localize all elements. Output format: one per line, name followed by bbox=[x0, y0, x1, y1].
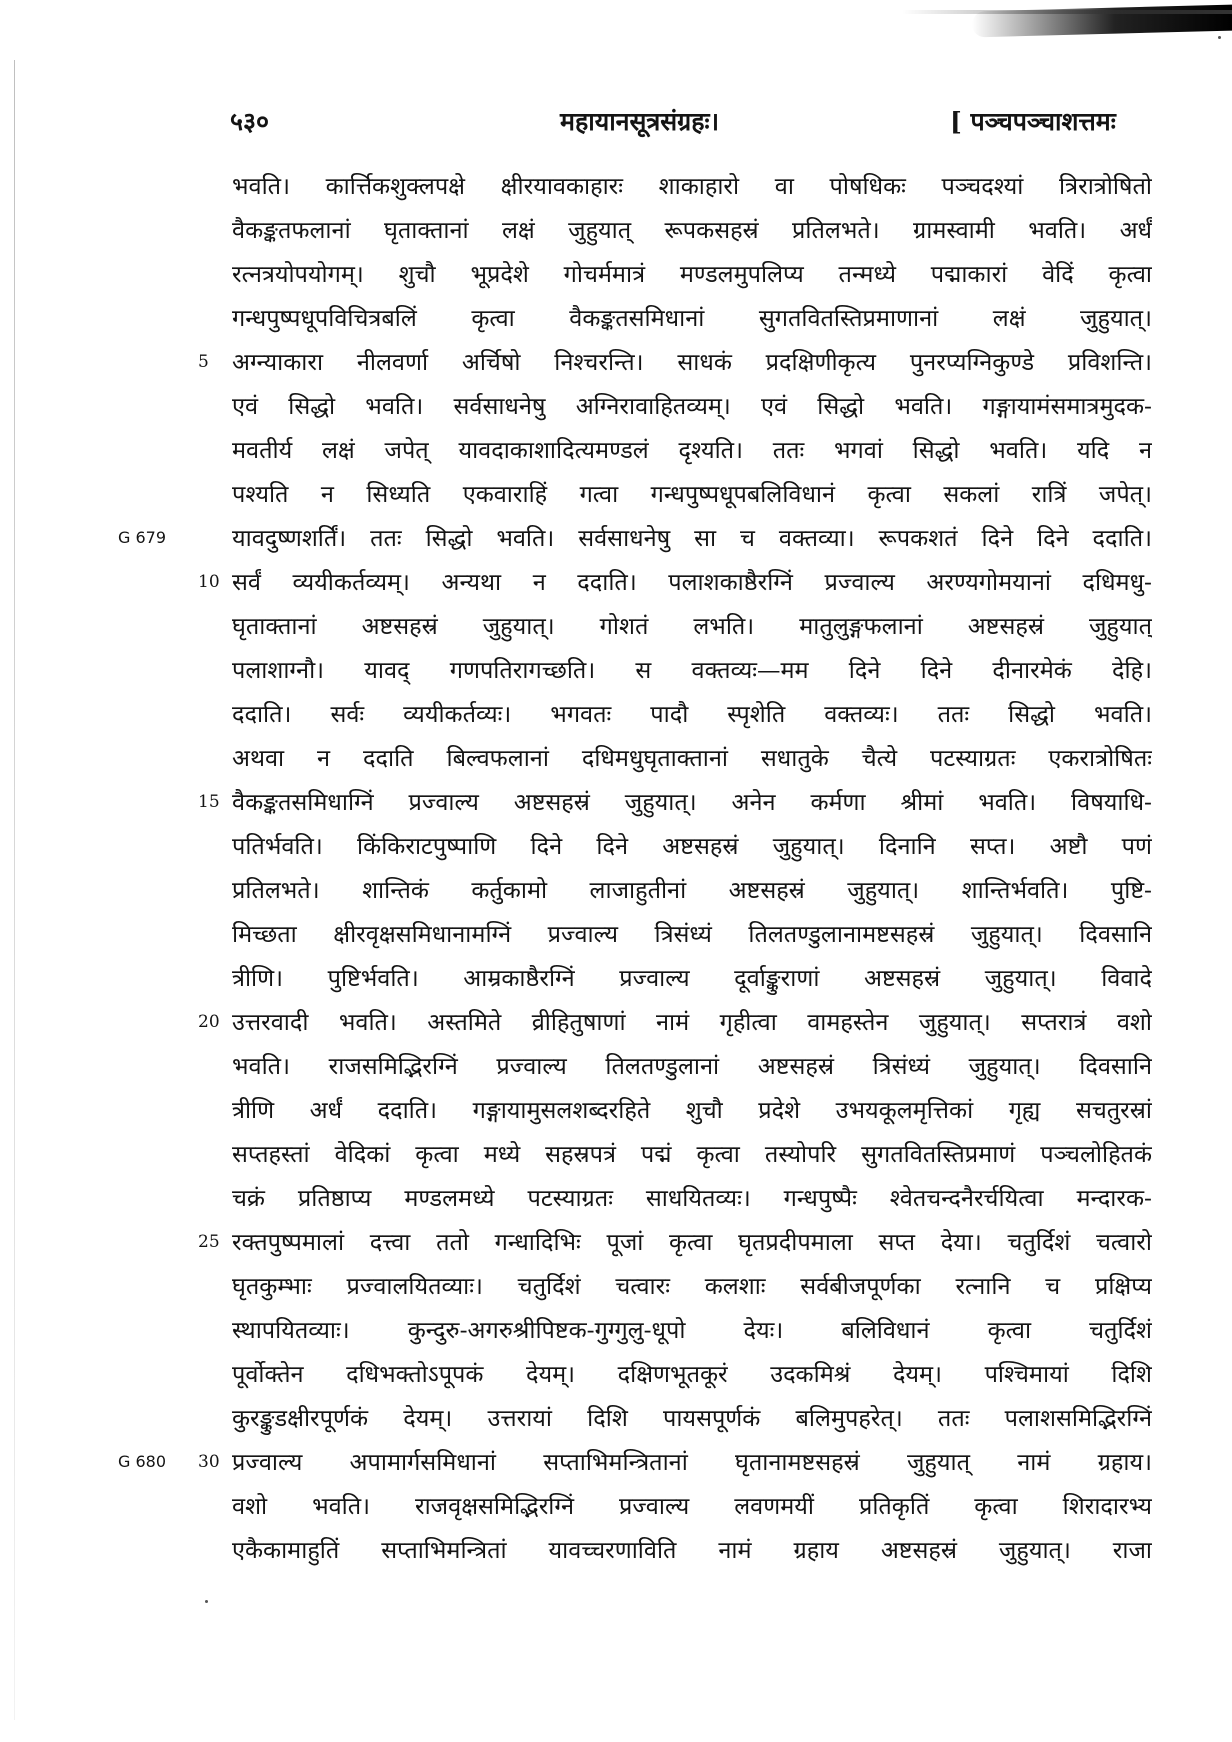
text-line: वैकङ्कतफलानां घृताक्तानां लक्षं जुहुयात् रूपकसहस्रं प्रतिलभते। ग्रामस्वामी भवति। अर्धं bbox=[232, 216, 1152, 244]
text-line: वशो भवति। राजवृक्षसमिद्भिरग्निं प्रज्वाल्य लवणमयीं प्रतिकृतिं कृत्वा शिरादारभ्य bbox=[232, 1492, 1152, 1520]
text-line: मवतीर्य लक्षं जपेत् यावदाकाशादित्यमण्डलं दृश्यति। ततः भगवां सिद्धो भवति। यदि न bbox=[232, 436, 1152, 464]
text-line: पतिर्भवति। किंकिराटपुष्पाणि दिने दिने अष्टसहस्रं जुहुयात्। दिनानि सप्त। अष्टौ पणं bbox=[232, 832, 1152, 860]
text-line: स्थापयितव्याः। कुन्दुरु-अगरुश्रीपिष्टक-गुग्गुलु-धूपो देयः। बलिविधानं कृत्वा चतुर्दिशं bbox=[232, 1316, 1152, 1344]
scan-speck bbox=[205, 1600, 208, 1603]
page-left-edge bbox=[14, 60, 15, 1720]
folio-reference: G 679 bbox=[118, 528, 167, 547]
text-line: सर्वं व्ययीकर्तव्यम्। अन्यथा न ददाति। पलाशकाष्ठैरग्निं प्रज्वाल्य अरण्यगोमयानां दधिमधु- bbox=[232, 568, 1152, 596]
text-line: घृताक्तानां अष्टसहस्रं जुहुयात्। गोशतं लभति। मातुलुङ्गफलानां अष्टसहस्रं जुहुयात् bbox=[232, 612, 1152, 640]
scan-speck bbox=[1218, 36, 1221, 39]
folio-reference: G 680 bbox=[118, 1452, 167, 1471]
text-line: अग्न्याकारा नीलवर्णा अर्चिषो निश्चरन्ति। साधकं प्रदक्षिणीकृत्य पुनरप्यग्निकुण्डे प्रविशन्ति। bbox=[232, 348, 1152, 376]
page-header bbox=[0, 100, 1232, 140]
line-number: 25 bbox=[198, 1232, 220, 1252]
line-number: 5 bbox=[198, 352, 209, 372]
line-number: 15 bbox=[198, 792, 220, 812]
text-line: प्रतिलभते। शान्तिकं कर्तुकामो लाजाहुतीनां अष्टसहस्रं जुहुयात्। शान्तिर्भवति। पुष्टि- bbox=[232, 876, 1152, 904]
scan-edge-line bbox=[902, 10, 1232, 14]
line-number: 30 bbox=[198, 1452, 220, 1472]
text-line: यावदुष्णशर्तिं। ततः सिद्धो भवति। सर्वसाधनेषु सा च वक्तव्या। रूपकशतं दिने दिने ददाति। bbox=[232, 524, 1152, 552]
text-line: गन्धपुष्पधूपविचित्रबलिं कृत्वा वैकङ्कतसमिधानां सुगतवितस्तिप्रमाणानां लक्षं जुहुयात्। bbox=[232, 304, 1152, 332]
line-number: 10 bbox=[198, 572, 220, 592]
text-line: त्रीणि। पुष्टिर्भवति। आम्रकाष्ठैरग्निं प्रज्वाल्य दूर्वाङ्कुराणां अष्टसहस्रं जुहुयात्। विवादे bbox=[232, 964, 1152, 992]
text-line: मिच्छता क्षीरवृक्षसमिधानामग्निं प्रज्वाल्य त्रिसंध्यं तिलतण्डुलानामष्टसहस्रं जुहुयात्। दिवसानि bbox=[232, 920, 1152, 948]
text-line: वैकङ्कतसमिधाग्निं प्रज्वाल्य अष्टसहस्रं जुहुयात्। अनेन कर्मणा श्रीमां भवति। विषयाधि- bbox=[232, 788, 1152, 816]
chapter-mark: [ पञ्चपञ्चाशत्तमः bbox=[950, 107, 1116, 136]
text-line: पूर्वोक्तेन दधिभक्तोऽपूपकं देयम्। दक्षिणभूतकूरं उदकमिश्रं देयम्। पश्चिमायां दिशि bbox=[232, 1360, 1152, 1388]
running-title: महायानसूत्रसंग्रहः। bbox=[560, 107, 720, 136]
text-line: उत्तरवादी भवति। अस्तमिते व्रीहितुषाणां नामं गृहीत्वा वामहस्तेन जुहुयात्। सप्तरात्रं वशो bbox=[232, 1008, 1152, 1036]
text-line: ददाति। सर्वः व्ययीकर्तव्यः। भगवतः पादौ स्पृशेति वक्तव्यः। ततः सिद्धो भवति। bbox=[232, 700, 1152, 728]
line-number: 20 bbox=[198, 1012, 220, 1032]
text-line: रक्तपुष्पमालां दत्त्वा ततो गन्धादिभिः पूजां कृत्वा घृतप्रदीपमाला सप्त देया। चतुर्दिशं चत्वारो bbox=[232, 1228, 1152, 1256]
text-line: एकैकामाहुतिं सप्ताभिमन्त्रितां यावच्चरणाविति नामं ग्रहाय अष्टसहस्रं जुहुयात्। राजा bbox=[232, 1536, 1152, 1564]
text-line: सप्तहस्तां वेदिकां कृत्वा मध्ये सहस्रपत्रं पद्मं कृत्वा तस्योपरि सुगतवितस्तिप्रमाणं पञ्चलोहितकं bbox=[232, 1140, 1152, 1168]
text-line: भवति। राजसमिद्भिरग्निं प्रज्वाल्य तिलतण्डुलानां अष्टसहस्रं त्रिसंध्यं जुहुयात्। दिवसानि bbox=[232, 1052, 1152, 1080]
text-line: एवं सिद्धो भवति। सर्वसाधनेषु अग्निरावाहितव्यम्। एवं सिद्धो भवति। गङ्गायामंसमात्रमुदक- bbox=[232, 392, 1152, 420]
text-line: पलाशाग्नौ। यावद् गणपतिरागच्छति। स वक्तव्यः—मम दिने दिने दीनारमेकं देहि। bbox=[232, 656, 1152, 684]
text-line: चक्रं प्रतिष्ठाप्य मण्डलमध्ये पटस्याग्रतः साधयितव्यः। गन्धपुष्पैः श्वेतचन्दनैरर्चयित्वा मन्दारक- bbox=[232, 1184, 1152, 1212]
text-line: भवति। कार्त्तिकशुक्लपक्षे क्षीरयावकाहारः शाकाहारो वा पोषधिकः पञ्चदश्यां त्रिरात्रोषितो bbox=[232, 172, 1152, 200]
text-line: कुरङ्कुडक्षीरपूर्णकं देयम्। उत्तरायां दिशि पायसपूर्णकं बलिमुपहरेत्। ततः पलाशसमिद्भिरग्निं bbox=[232, 1404, 1152, 1432]
text-line: घृतकुम्भाः प्रज्वालयितव्याः। चतुर्दिशं चत्वारः कलशाः सर्वबीजपूर्णका रत्नानि च प्रक्षिप्य bbox=[232, 1272, 1152, 1300]
page-number: ५३० bbox=[230, 107, 270, 136]
text-line: पश्यति न सिध्यति एकवाराहिं गत्वा गन्धपुष्पधूपबलिविधानं कृत्वा सकलां रात्रिं जपेत्। bbox=[232, 480, 1152, 508]
text-line: त्रीणि अर्धं ददाति। गङ्गायामुसलशब्दरहिते शुचौ प्रदेशे उभयकूलमृत्तिकां गृह्य सचतुरस्रां bbox=[232, 1096, 1152, 1124]
text-line: प्रज्वाल्य अपामार्गसमिधानां सप्ताभिमन्त्रितानां घृतानामष्टसहस्रं जुहुयात् नामं ग्रहाय। bbox=[232, 1448, 1152, 1476]
text-line: अथवा न ददाति बिल्वफलानां दधिमधुघृताक्तानां सधातुके चैत्ये पटस्याग्रतः एकरात्रोषितः bbox=[232, 744, 1152, 772]
text-line: रत्नत्रयोपयोगम्। शुचौ भूप्रदेशे गोचर्ममात्रं मण्डलमुपलिप्य तन्मध्ये पद्माकारां वेदिं कृत्वा bbox=[232, 260, 1152, 288]
